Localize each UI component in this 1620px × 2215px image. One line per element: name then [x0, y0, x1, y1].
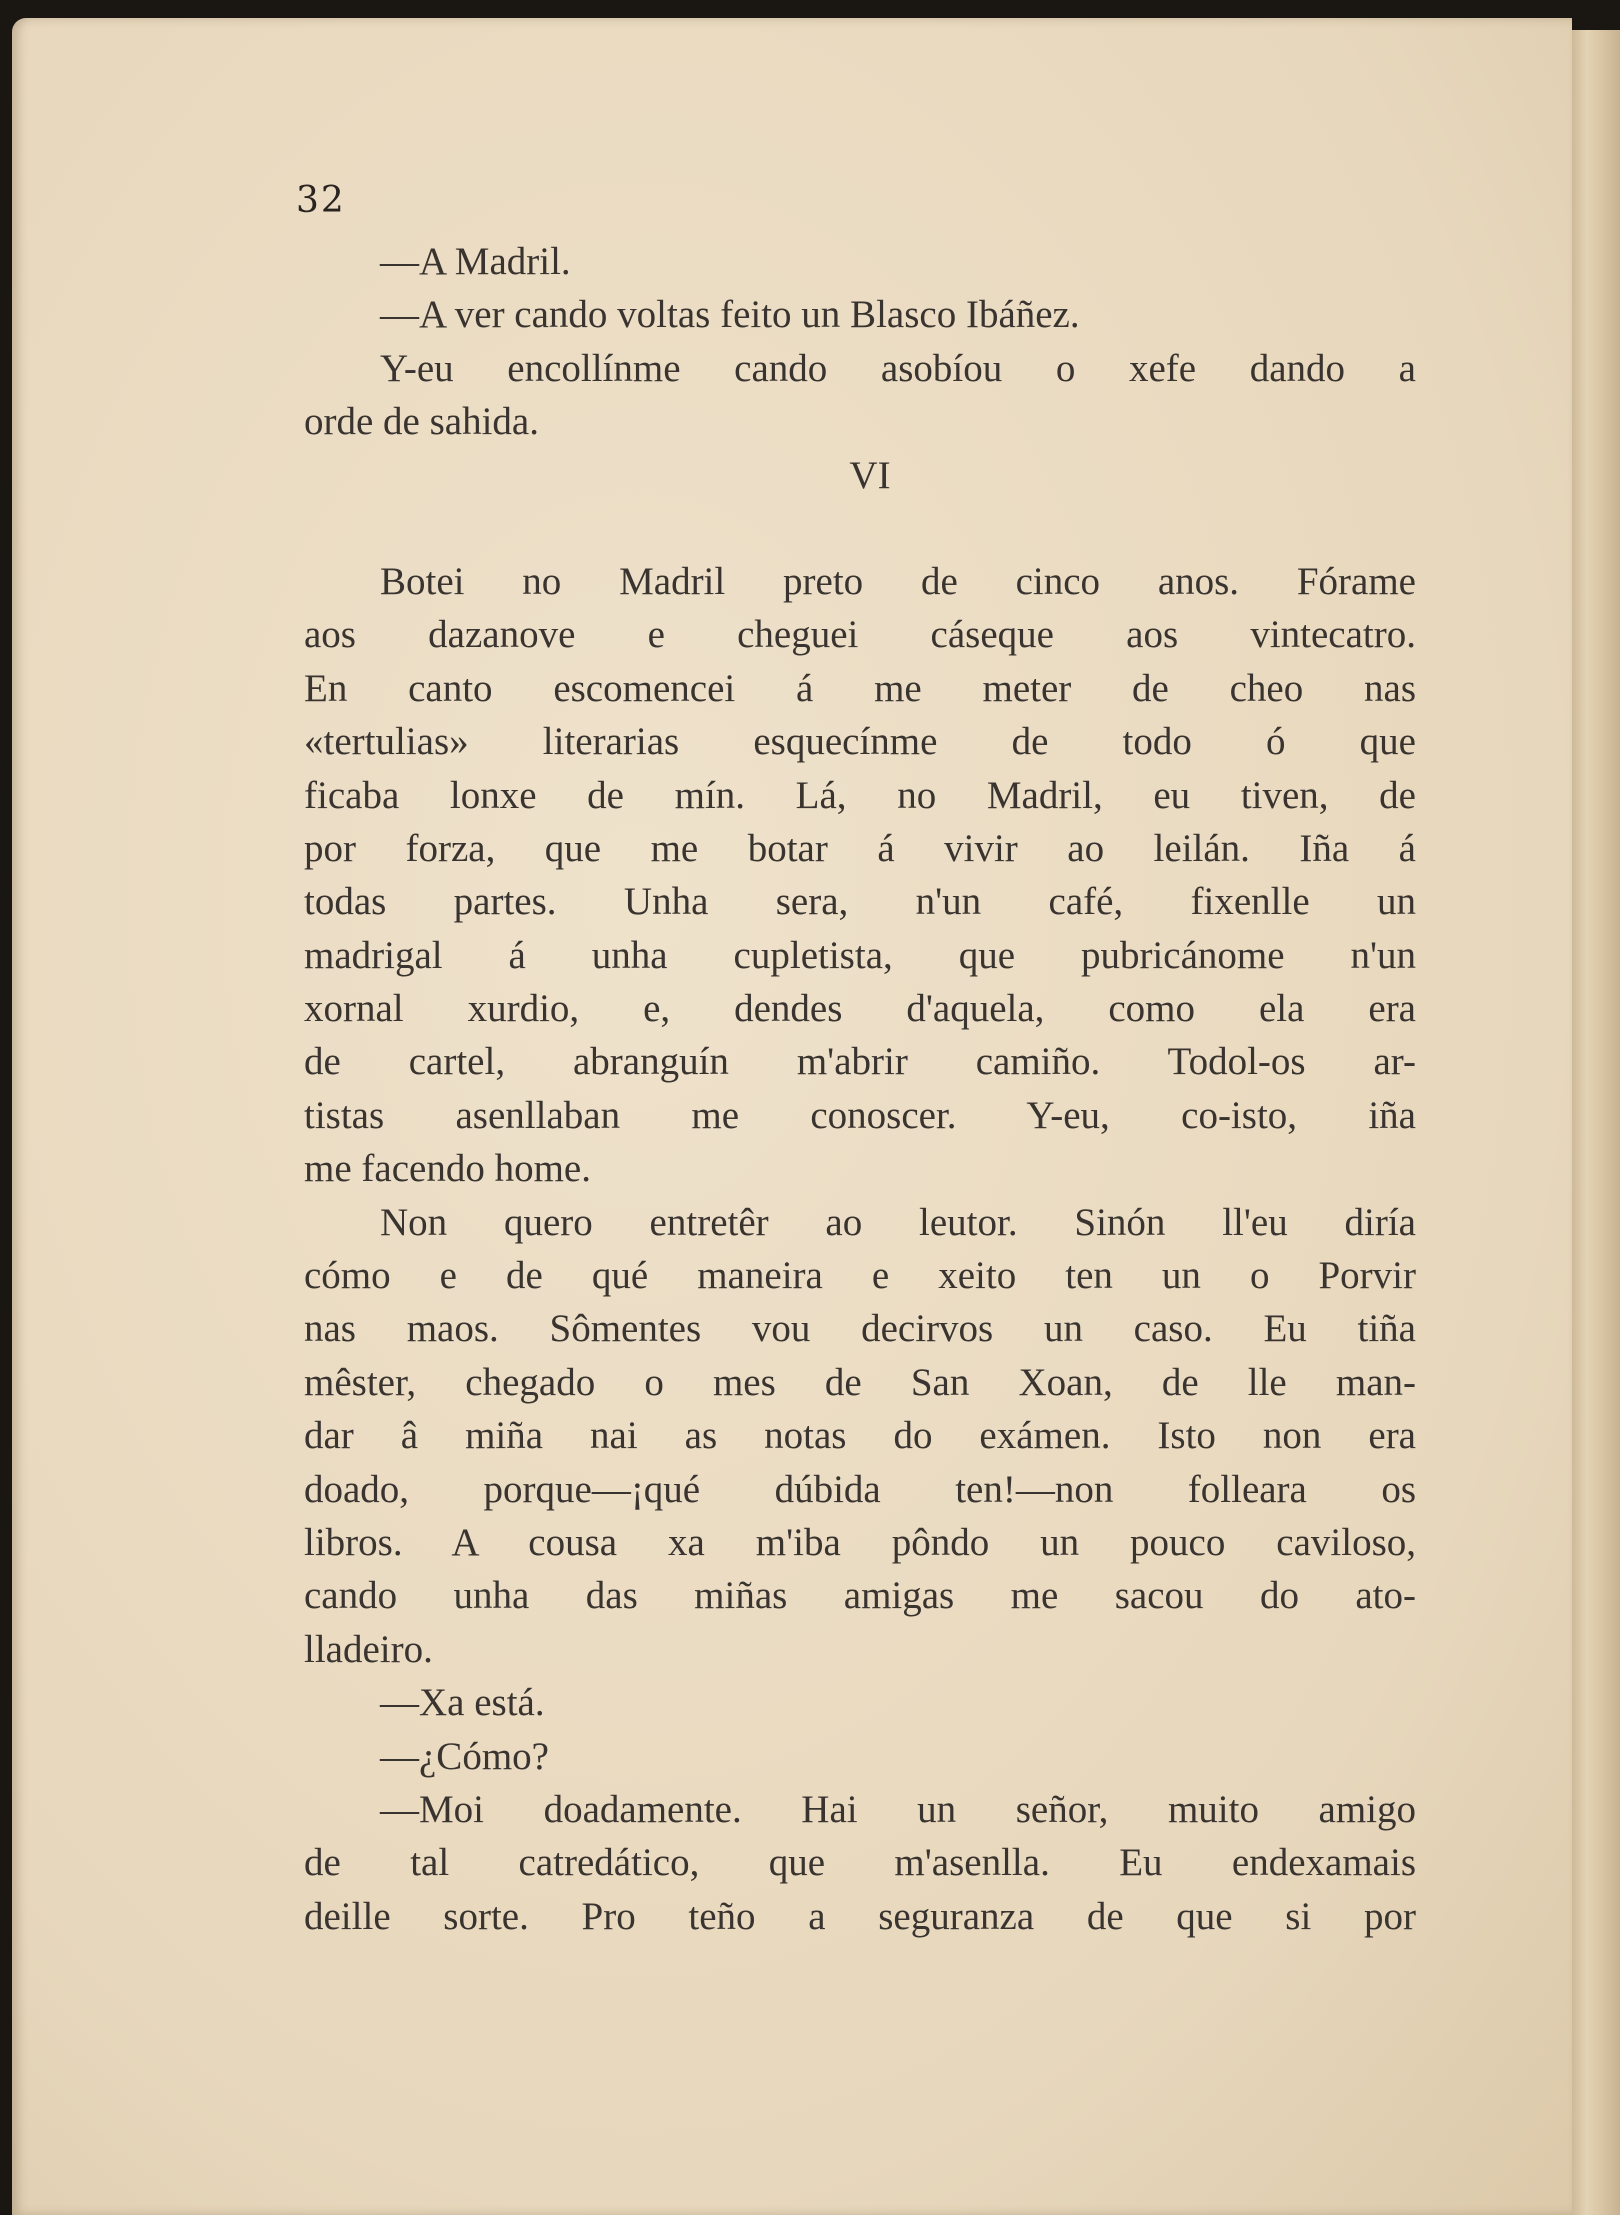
page-text [304, 235, 1416, 1943]
section-heading: VI [849, 453, 891, 497]
text-line: dar â miña nai as notas do exámen. Isto non era [304, 1414, 1416, 1458]
text-line: Botei no Madril preto de cinco anos. Fórame [380, 559, 1416, 603]
text-line: —A ver cando voltas feito un Blasco Ibáñez. [380, 293, 1080, 337]
text-line: nas maos. Sômentes vou decirvos un caso. Eu tiña [304, 1307, 1416, 1351]
text-line: —Xa está. [380, 1681, 545, 1725]
text-line: cómo e de qué maneira e xeito ten un o Porvir [304, 1254, 1416, 1298]
text-line: xornal xurdio, e, dendes d'aquela, como ela era [304, 987, 1416, 1031]
text-line: deille sorte. Pro teño a seguranza de que si por [304, 1894, 1416, 1938]
text-line: ficaba lonxe de mín. Lá, no Madril, eu tiven, de [304, 773, 1416, 817]
text-line: aos dazanove e cheguei cáseque aos vintecatro. [304, 613, 1416, 657]
text-line: por forza, que me botar á vivir ao leilán. Iña á [304, 826, 1416, 870]
text-line: mêster, chegado o mes de San Xoan, de lle man- [304, 1360, 1416, 1404]
text-line: todas partes. Unha sera, n'un café, fixenlle un [304, 880, 1416, 924]
text-line: —¿Cómo? [380, 1734, 549, 1778]
text-line: lladeiro. [304, 1627, 433, 1671]
text-line: cando unha das miñas amigas me sacou do ato- [304, 1574, 1416, 1618]
text-line: de tal catredático, que m'asenlla. Eu endexamais [304, 1841, 1416, 1885]
text-line: tistas asenllaban me conoscer. Y-eu, co-isto, iña [304, 1093, 1416, 1137]
text-line: de cartel, abranguín m'abrir camiño. Todol-os ar- [304, 1040, 1416, 1084]
text-line: me facendo home. [304, 1147, 591, 1191]
text-line: orde de sahida. [304, 400, 539, 444]
text-line: —A Madril. [380, 240, 571, 283]
text-line: Non quero entretêr ao leutor. Sinón ll'eu diría [380, 1200, 1416, 1244]
text-line: madrigal á unha cupletista, que pubricánome n'un [304, 933, 1416, 977]
page-edge [1572, 30, 1620, 2215]
spacer [304, 502, 1416, 555]
text-line: «tertulias» literarias esquecínme de todo ó que [304, 720, 1416, 764]
text-line: —Moi doadamente. Hai un señor, muito amigo [380, 1787, 1416, 1831]
page-number: 32 [296, 180, 346, 221]
text-line: En canto escomencei á me meter de cheo nas [304, 666, 1416, 710]
text-line: libros. A cousa xa m'iba pôndo un pouco caviloso, [304, 1520, 1416, 1564]
text-line: Y-eu encollínme cando asobíou o xefe dando a [380, 346, 1416, 390]
text-line: doado, porque—¡qué dúbida ten!—non folleara os [304, 1467, 1416, 1511]
